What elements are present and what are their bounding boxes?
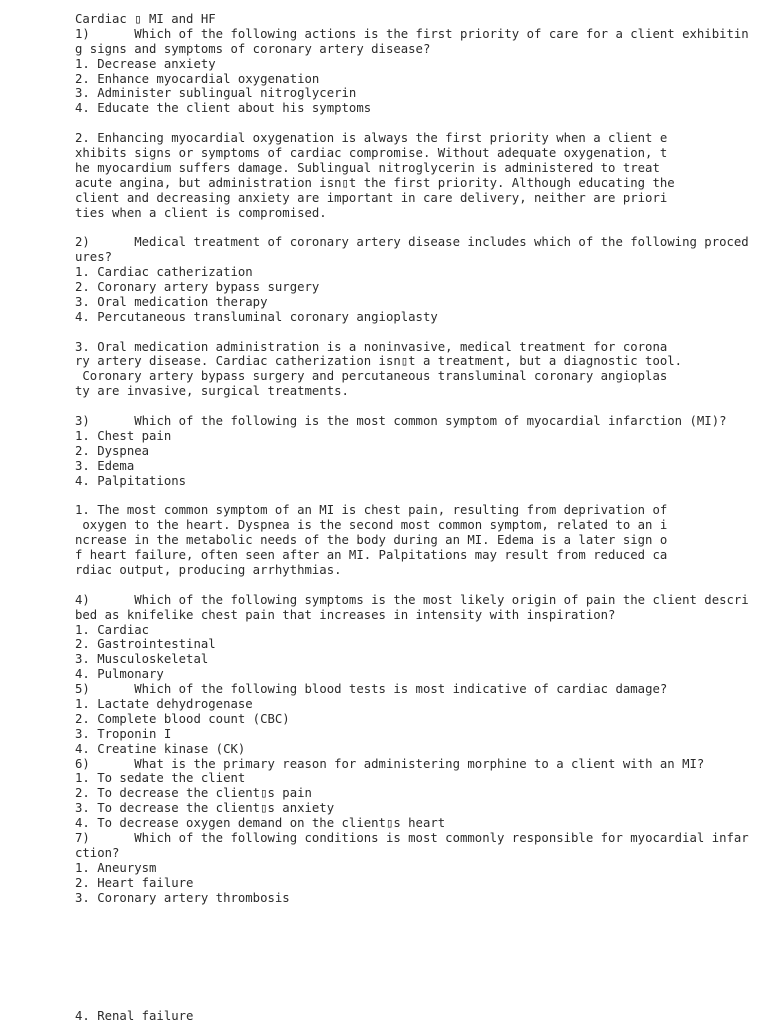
answer-option: 2. Heart failure [75, 875, 194, 890]
spacer [75, 489, 768, 504]
answer-option: 4. Creatine kinase (CK) [75, 741, 246, 756]
question-7 [75, 831, 768, 1024]
answer-option: 4. To decrease oxygen demand on the client▯s heart [75, 816, 446, 831]
question-stem-line: ures? [75, 250, 113, 265]
answer-option: 1. Cardiac [75, 622, 150, 637]
question-stem-line: 1) Which of the following actions is the first priority of care for a client exhibitin [75, 26, 749, 41]
rationale-line: acute angina, but administration isn▯t the first priority. Although educating the [75, 175, 675, 190]
question-stem-line: bed as knifelike chest pain that increases in intensity with inspiration? [75, 607, 616, 622]
rationale-3 [75, 503, 768, 577]
question-2 [75, 235, 768, 324]
rationale-line: 2. Enhancing myocardial oxygenation is always the first priority when a client e [75, 131, 668, 146]
spacer [75, 116, 768, 131]
page-break-space [75, 905, 768, 1009]
rationale-2 [75, 340, 768, 400]
answer-option: 3. Musculoskeletal [75, 652, 209, 667]
rationale-line: he myocardium suffers damage. Sublingual nitroglycerin is administered to treat [75, 160, 660, 175]
question-stem-line: 5) Which of the following blood tests is most indicative of cardiac damage? [75, 682, 668, 697]
question-stem-line: 4) Which of the following symptoms is the most likely origin of pain the client descri [75, 592, 749, 607]
rationale-line: 1. The most common symptom of an MI is chest pain, resulting from deprivation of [75, 503, 668, 518]
answer-option: 4. Palpitations [75, 473, 187, 488]
answer-option: 1. Cardiac catherization [75, 265, 253, 280]
question-3 [75, 414, 768, 488]
answer-option: 3. Coronary artery thrombosis [75, 890, 290, 905]
rationale-1 [75, 131, 768, 220]
spacer [75, 220, 768, 235]
answer-option: 2. Gastrointestinal [75, 637, 216, 652]
answer-option: 3. Oral medication therapy [75, 294, 268, 309]
question-stem-line: 2) Medical treatment of coronary artery disease includes which of the following proced [75, 235, 749, 250]
document-title: Cardiac ▯ MI and HF [75, 12, 216, 26]
rationale-line: 3. Oral medication administration is a noninvasive, medical treatment for corona [75, 339, 668, 354]
rationale-line: oxygen to the heart. Dyspnea is the second most common symptom, related to an i [75, 518, 668, 533]
question-1 [75, 27, 768, 116]
rationale-line: ties when a client is compromised. [75, 205, 327, 220]
question-stem-line: 3) Which of the following is the most common symptom of myocardial infarction (MI)? [75, 414, 727, 429]
answer-option: 3. To decrease the client▯s anxiety [75, 801, 335, 816]
answer-option: 4. Educate the client about his symptoms [75, 101, 372, 116]
answer-option: 2. Dyspnea [75, 443, 150, 458]
rationale-line: ry artery disease. Cardiac catherization isn▯t a treatment, but a diagnostic tool. [75, 354, 683, 369]
answer-option: 4. Percutaneous transluminal coronary angioplasty [75, 309, 438, 324]
answer-option: 1. Decrease anxiety [75, 56, 216, 71]
spacer [75, 578, 768, 593]
answer-option: 2. Coronary artery bypass surgery [75, 280, 320, 295]
answer-option: 4. Pulmonary [75, 667, 164, 682]
rationale-line: rdiac output, producing arrhythmias. [75, 562, 342, 577]
question-stem-line: 7) Which of the following conditions is most commonly responsible for myocardial infar [75, 830, 749, 845]
rationale-line: ncrease in the metabolic needs of the body during an MI. Edema is a later sign o [75, 533, 668, 548]
answer-option: 3. Administer sublingual nitroglycerin [75, 86, 357, 101]
rationale-line: Coronary artery bypass surgery and percutaneous transluminal coronary angioplas [75, 369, 668, 384]
answer-option: 2. Enhance myocardial oxygenation [75, 71, 320, 86]
answer-option: 2. To decrease the client▯s pain [75, 786, 312, 801]
answer-option: 1. To sedate the client [75, 771, 246, 786]
answer-option: 1. Chest pain [75, 428, 172, 443]
rationale-line: xhibits signs or symptoms of cardiac compromise. Without adequate oxygenation, t [75, 146, 668, 161]
question-stem-line: 6) What is the primary reason for administering morphine to a client with an MI? [75, 756, 705, 771]
question-stem-line: g signs and symptoms of coronary artery disease? [75, 41, 431, 56]
question-4 [75, 593, 768, 682]
spacer [75, 325, 768, 340]
spacer [75, 399, 768, 414]
answer-option: 3. Troponin I [75, 726, 172, 741]
document-page [75, 12, 768, 1024]
question-5 [75, 682, 768, 756]
question-stem-line: ction? [75, 845, 120, 860]
answer-option: 1. Lactate dehydrogenase [75, 696, 253, 711]
rationale-line: ty are invasive, surgical treatments. [75, 384, 349, 399]
answer-option: 4. Renal failure [75, 1009, 194, 1024]
answer-option: 2. Complete blood count (CBC) [75, 711, 290, 726]
rationale-line: client and decreasing anxiety are important in care delivery, neither are priori [75, 190, 668, 205]
answer-option: 1. Aneurysm [75, 860, 157, 875]
rationale-line: f heart failure, often seen after an MI. Palpitations may result from reduced ca [75, 548, 668, 563]
question-6 [75, 757, 768, 831]
answer-option: 3. Edema [75, 458, 135, 473]
